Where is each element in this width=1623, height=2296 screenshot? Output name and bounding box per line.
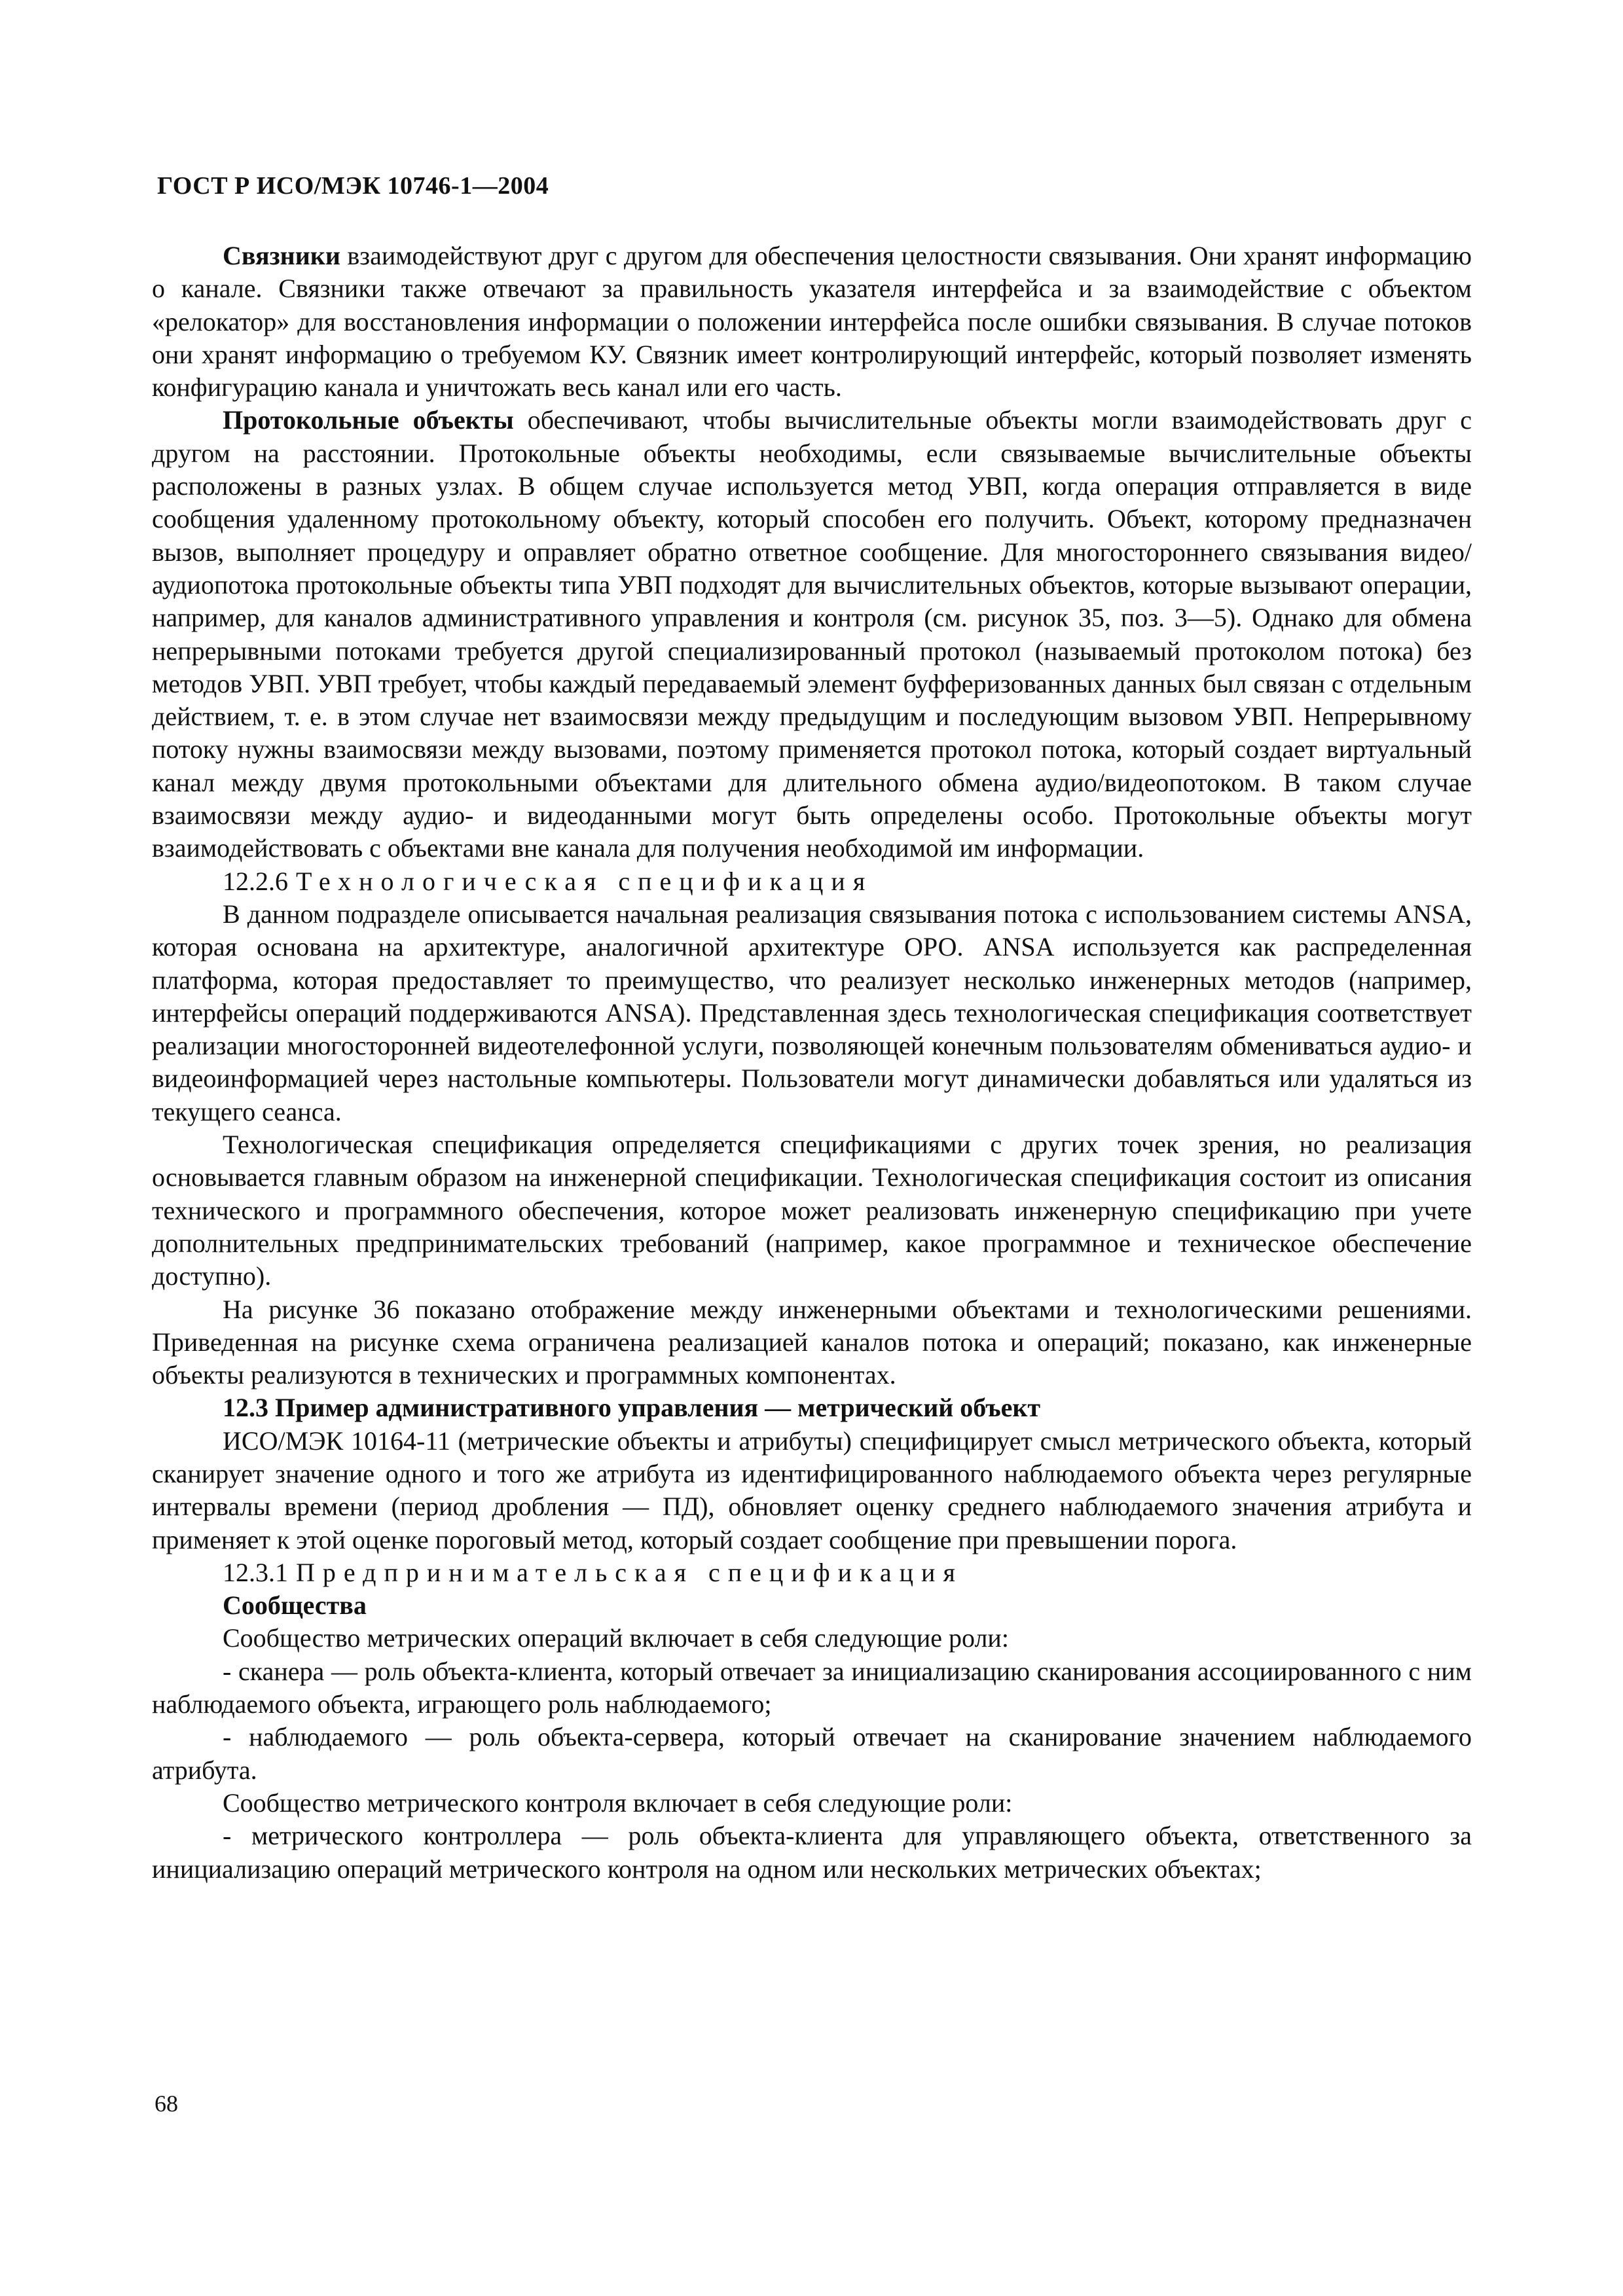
heading-12-3-1: 12.3.1 Предпринимательская спецификация — [223, 1557, 963, 1587]
list-item-scanner: - сканера — роль объекта-клиента, который отвечает за инициализацию сканирования ассоциированного с ним наблюдаемого объекта, играющего роль наблюдаемого; — [152, 1656, 1472, 1719]
paragraph-tech-spec-definition: Технологическая спецификация определяется спецификациями с других точек зрения, но реализация основывается главным образом на инженерной спецификации. Технологическая спецификация состоит из описания технического и программного обеспечения, которое может реализовать инженерную спецификацию при учете дополнительных предпринимательских требований (например, какое программное и техническое обеспечение доступно). — [152, 1130, 1472, 1291]
heading-12-2-6: 12.2.6 Технологическая спецификация — [223, 866, 873, 896]
paragraph-binders: Связники взаимодействуют друг с другом для обеспечения целостности связывания. Они хранят информацию о канале. Связники также отвечают за правильность указателя интерфейса и за взаимодействие с объектом «релокатор» для восстановления информации о положении интерфейса после ошибки связывания. В случае потоков они хранят информацию о требуемом КУ. Связник имеет контролирующий интерфейс, который позволяет изменять конфигурацию канала и уничтожать весь канал или его часть. — [152, 241, 1472, 403]
paragraph-metric-object: ИСО/МЭК 10164-11 (метрические объекты и атрибуты) специфицирует смысл метрического объекта, который сканирует значение одного и того же атрибута из идентифицированного наблюдаемого объекта через регулярные интервалы времени (период дробления — ПД), обновляет оценку среднего наблюдаемого значения атрибута и применяет к этой оценке пороговый метод, который создает сообщение при превышении порога. — [152, 1426, 1472, 1554]
body-text — [152, 240, 1472, 1886]
heading-communities: Сообщества — [223, 1590, 367, 1621]
standard-header: ГОСТ Р ИСО/МЭК 10746-1—2004 — [157, 172, 549, 200]
list-item-metric-controller: - метрического контроллера — роль объекта-клиента для управляющего объекта, ответственного за инициализацию операций метрического контроля на одном или нескольких метрических объектах; — [152, 1821, 1472, 1884]
paragraph-protocol-objects: Протокольные объекты обеспечивают, чтобы вычислительные объекты могли взаимодействовать друг с другом на расстоянии. Протокольные объекты необходимы, если связываемые вычислительные объекты расположены в разных узлах. В общем случае используется метод УВП, когда операция отправляется в виде сообщения удаленному протокольному объекту, который способен его получить. Объект, которому предназначен вызов, выполняет процедуру и оправляет обратно ответное сообщение. Для многостороннего связывания видео/аудиопотока протокольные объекты типа УВП подходят для вычислительных объектов, которые вызывают операции, например, для каналов административного управления и контроля (см. рисунок 35, поз. 3—5). Однако для обмена непрерывными потоками требуется другой специализированный протокол (называемый протоколом потока) без методов УВП. УВП требует, чтобы каждый передаваемый элемент буфферизованных данных был связан с отдельным действием, т. е. в этом случае нет взаимосвязи между предыдущим и последующим вызовом УВП. Непрерывному потоку нужны взаимосвязи между вызовами, поэтому применяется протокол потока, который создает виртуальный канал между двумя протокольными объектами для длительного обмена аудио/видеопотоком. В таком случае взаимосвязи между аудио- и видеоданными могут быть определены особо. Протокольные объекты могут взаимодействовать с объектами вне канала для получения необходимой им информации. — [152, 405, 1472, 863]
term-binders: Связники — [223, 241, 340, 270]
term-protocol-objects: Протокольные объекты — [223, 405, 514, 435]
paragraph-tech-spec-intro: В данном подразделе описывается начальная реализация связывания потока с использованием системы ANSA, которая основана на архитектуре, аналогичной архитектуре ОРО. ANSA используется как распределенная платформа, которая предоставляет то преимущество, что реализует несколько инженерных методов (например, интерфейсы операций поддерживаются ANSA). Представленная здесь технологическая спецификация соответствует реализации многосторонней видеотелефонной услуги, позволяющей конечным пользователям обмениваться аудио- и видеоинформацией через настольные компьютеры. Пользователи могут динамически добавляться или удаляться из текущего сеанса. — [152, 899, 1472, 1126]
paragraph-figure-36: На рисунке 36 показано отображение между инженерными объектами и технологическими решениями. Приведенная на рисунке схема ограничена реализацией каналов потока и операций; показано, как инженерные объекты реализуются в технических и программных компонентах. — [152, 1294, 1472, 1390]
heading-12-3: 12.3 Пример административного управления — метрический объект — [223, 1393, 1041, 1423]
page-number: 68 — [155, 2090, 178, 2117]
paragraph-metric-ops-community: Сообщество метрических операций включает в себя следующие роли: — [223, 1623, 1009, 1653]
paragraph-metric-control-community: Сообщество метрического контроля включает в себя следующие роли: — [223, 1787, 1013, 1818]
list-item-observed: - наблюдаемого — роль объекта-сервера, который отвечает на сканирование значением наблюдаемого атрибута. — [152, 1722, 1472, 1785]
